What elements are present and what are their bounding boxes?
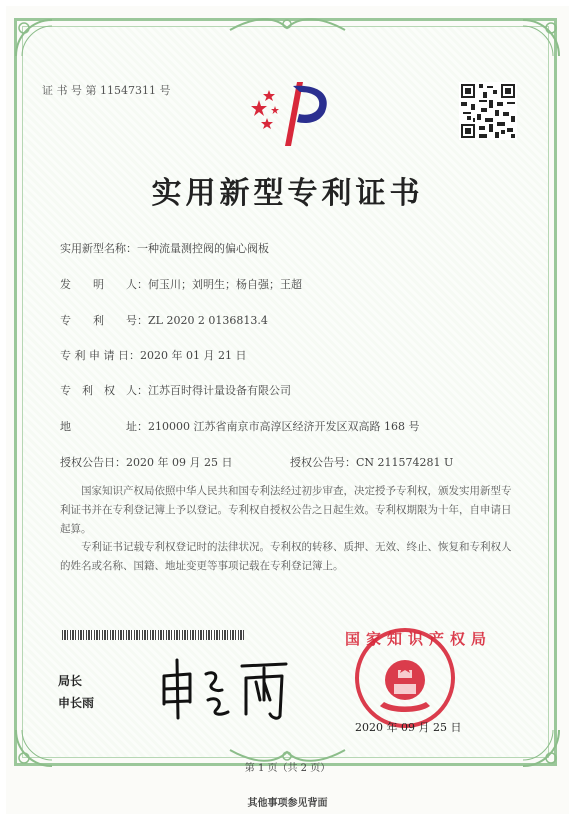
field-label: 专 利 申 请 日： <box>60 349 140 362</box>
field-value: 2020 年 01 月 21 日 <box>140 349 247 362</box>
field-value: 何玉川；刘明生；杨自强；王超 <box>148 278 302 291</box>
grant-number-label: 授权公告号： <box>290 456 356 469</box>
seal-date: 2020 年 09 月 25 日 <box>355 721 462 734</box>
seal-text: 国家知识产权局 <box>345 630 493 648</box>
field-value: 江苏百时得计量设备有限公司 <box>148 384 291 397</box>
field-label: 专 利 号： <box>60 314 148 327</box>
field-label: 实用新型名称： <box>60 242 137 255</box>
page-indicator: 第 1 页（共 2 页） <box>244 763 331 774</box>
signature-icon <box>150 652 300 724</box>
qr-code-icon <box>459 82 517 140</box>
field-application-date <box>60 347 246 363</box>
corner-ornament-icon <box>517 16 563 62</box>
grant-date-label: 授权公告日： <box>60 456 126 469</box>
footer-note: 其他事项参见背面 <box>247 798 328 809</box>
chief-name: 申长雨 <box>58 696 95 710</box>
legal-paragraph-2: 专利证书记载专利权登记时的法律状况。专利权的转移、质押、无效、终止、恢复和专利权人的姓名或名称、国籍、地址变更等事项记载在专利登记簿上。 <box>60 541 512 572</box>
grant-date-value: 2020 年 09 月 25 日 <box>126 456 233 469</box>
cnipa-logo-icon <box>245 78 335 148</box>
field-value: 210000 江苏省南京市高淳区经济开发区双高路 168 号 <box>148 420 420 433</box>
field-label: 专 利 权 人： <box>60 384 148 397</box>
field-patent-number <box>60 312 268 328</box>
corner-ornament-icon <box>12 16 58 62</box>
chief-title: 局长 <box>58 674 83 688</box>
field-grant-number <box>290 454 453 470</box>
field-label: 地 址： <box>60 420 148 433</box>
field-utility-model-name <box>60 240 269 256</box>
top-ornament-icon <box>225 14 350 36</box>
field-value: 一种流量测控阀的偏心阀板 <box>137 242 269 255</box>
field-inventors <box>60 276 302 292</box>
barcode <box>62 630 244 640</box>
field-label: 发 明 人： <box>60 278 148 291</box>
field-patentee <box>60 382 291 398</box>
certificate-title: 实用新型专利证书 <box>151 176 424 211</box>
field-value: ZL 2020 2 0136813.4 <box>148 314 268 327</box>
legal-paragraph-1: 国家知识产权局依照中华人民共和国专利法经过初步审查，决定授予专利权，颁发实用新型专利证书并在专利登记簿上予以登记。专利权自授权公告之日起生效。专利权期限为十年，自申请日起算。 <box>60 485 512 535</box>
field-address <box>60 418 419 434</box>
certificate-number: 证 书 号 第 11547311 号 <box>42 84 171 97</box>
field-grant-date <box>60 454 232 470</box>
grant-number-value: CN 211574281 U <box>356 456 454 469</box>
